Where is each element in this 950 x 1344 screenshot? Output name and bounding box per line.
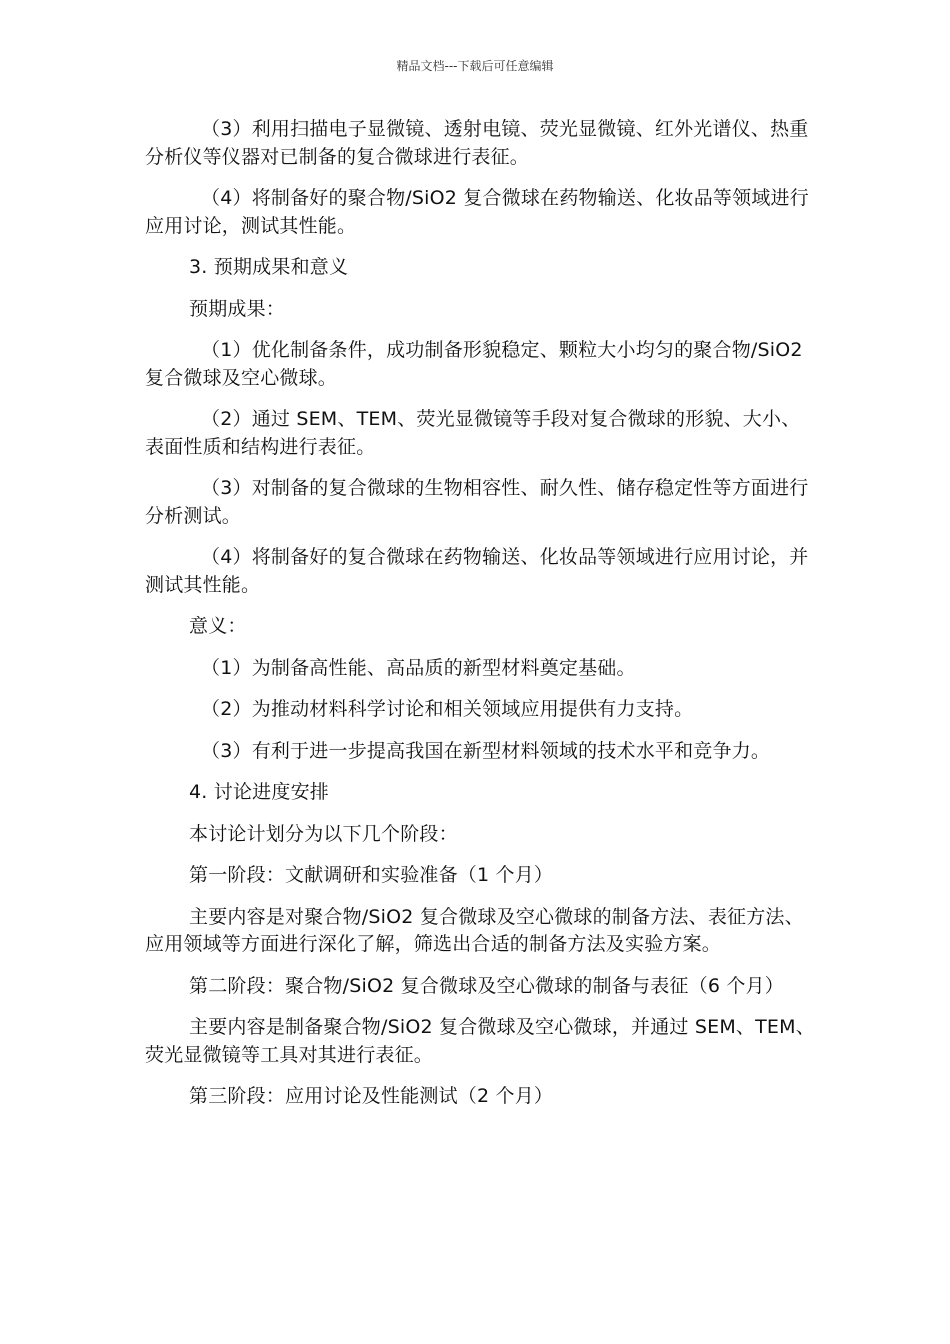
paragraph-stage-2-title: 第二阶段：聚合物/SiO2 复合微球及空心微球的制备与表征（6 个月）: [189, 974, 784, 997]
paragraph-result-3: （3）对制备的复合微球的生物相容性、耐久性、储存稳定性等方面进行分析测试。: [145, 477, 809, 527]
section-heading-schedule: 4. 讨论进度安排: [189, 781, 329, 803]
paragraph-stage-1-content: 主要内容是对聚合物/SiO2 复合微球及空心微球的制备方法、表征方法、应用领域等方面进行深化了解，筛选出合适的制备方法及实验方案。: [145, 905, 804, 955]
paragraph-result-2: （2）通过 SEM、TEM、荧光显微镜等手段对复合微球的形貌、大小、表面性质和结构进行表征。: [145, 408, 801, 458]
paragraph-schedule-intro: 本讨论计划分为以下几个阶段：: [189, 822, 458, 845]
paragraph-method-4: （4）将制备好的聚合物/SiO2 复合微球在药物输送、化妆品等领域进行应用讨论，测试其性能。: [145, 187, 809, 237]
label-expected-results: 预期成果：: [189, 297, 286, 320]
paragraph-stage-2-content: 主要内容是制备聚合物/SiO2 复合微球及空心微球，并通过 SEM、TEM、荧光显微镜等工具对其进行表征。: [145, 1016, 815, 1066]
paragraph-significance-1: （1）为制备高性能、高品质的新型材料奠定基础。: [201, 656, 636, 679]
paragraph-result-4: （4）将制备好的复合微球在药物输送、化妆品等领域进行应用讨论，并测试其性能。: [145, 546, 809, 596]
paragraph-stage-1-title: 第一阶段：文献调研和实验准备（1 个月）: [189, 864, 554, 886]
paragraph-method-3: （3）利用扫描电子显微镜、透射电镜、荧光显微镜、红外光谱仪、热重分析仪等仪器对已制备的复合微球进行表征。: [145, 118, 809, 168]
label-significance: 意义：: [189, 615, 247, 637]
paragraph-significance-2: （2）为推动材料科学讨论和相关领域应用提供有力支持。: [201, 698, 694, 720]
paragraph-significance-3: （3）有利于进一步提高我国在新型材料领域的技术水平和竞争力。: [201, 739, 771, 762]
paragraph-result-1: （1）优化制备条件，成功制备形貌稳定、颗粒大小均匀的聚合物/SiO2 复合微球及空心微球。: [145, 339, 803, 389]
section-heading-expected-results: 3. 预期成果和意义: [189, 256, 349, 278]
paragraph-stage-3-title: 第三阶段：应用讨论及性能测试（2 个月）: [189, 1085, 554, 1107]
page-header: 精品文档---下载后可任意编辑: [396, 59, 554, 73]
document-body: [145, 116, 817, 1125]
